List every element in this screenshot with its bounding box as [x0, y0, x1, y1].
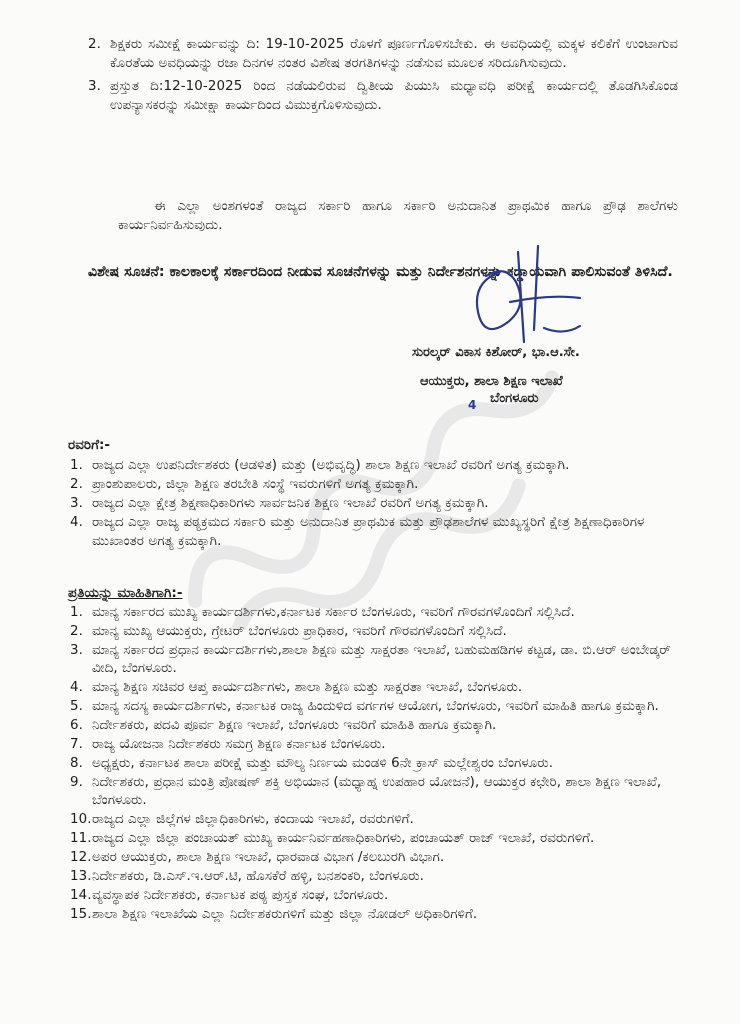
item-text: ಮಾನ್ಯ ಸರ್ಕಾರದ ಮುಖ್ಯ ಕಾರ್ಯದರ್ಶಿಗಳು,ಕರ್ನಾಟಕ ಸರ್ಕಾರ ಬೆಂಗಳೂರು, ಇವರಿಗೆ ಗೌರವಗಳೊಂದಿಗೆ ಸಲ್ಲಿಸಿದೆ.	[92, 605, 575, 620]
item-number: 2.	[70, 477, 83, 492]
item-number: 3.	[70, 642, 83, 658]
list-item	[70, 679, 680, 697]
point-text: ಪ್ರಸ್ತುತ ದಿ:12-10-2025 ರಿಂದ ನಡೆಯಲಿರುವ ದ್ವಿತೀಯ ಪಿಯುಸಿ ಮಧ್ಯಾವಧಿ ಪರೀಕ್ಷೆ ಕಾರ್ಯದಲ್ಲಿ ತೊಡಗಿಸಿಕೊಂಡ ಉಪನ್ಯಾಸಕರನ್ನು ಸಮೀಕ್ಷಾ ಕಾರ್ಯದಿಂದ ವಿಮುಕ್ತಗೊಳಿಸುವುದು.	[110, 79, 678, 113]
item-number: 13.	[70, 868, 92, 884]
item-number: 6.	[70, 717, 83, 733]
summary-paragraph: ಈ ಎಲ್ಲಾ ಅಂಶಗಳಂತೆ ರಾಜ್ಯದ ಸರ್ಕಾರಿ ಹಾಗೂ ಸರ್ಕಾರಿ ಅನುದಾನಿತ ಪ್ರಾಥಮಿಕ ಹಾಗೂ ಪ್ರೌಢ ಶಾಲೆಗಳು ಕಾರ್ಯನಿರ್ವಹಿಸುವುದು.	[118, 199, 678, 233]
item-text: ನಿರ್ದೇಶಕರು, ಪ್ರಧಾನ ಮಂತ್ರಿ ಪೋಷಣ್ ಶಕ್ತಿ ಅಭಿಯಾನ (ಮಧ್ಯಾಹ್ನ ಉಪಹಾರ ಯೋಜನೆ), ಆಯುಕ್ತರ ಕಛೇರಿ, ಶಾಲಾ ಶಿಕ್ಷಣ ಇಲಾಖೆ, ಬೆಂಗಳೂರು.	[92, 774, 662, 809]
points-list	[88, 35, 678, 119]
item-number: 4.	[70, 515, 83, 530]
copy-list	[70, 604, 680, 924]
item-number: 4.	[70, 680, 83, 696]
signature-graphic	[440, 232, 590, 352]
item-text: ಮಾನ್ಯ ಶಿಕ್ಷಣ ಸಚಿವರ ಆಪ್ತ ಕಾರ್ಯದರ್ಶಿಗಳು, ಶಾಲಾ ಶಿಕ್ಷಣ ಮತ್ತು ಸಾಕ್ಷರತಾ ಇಲಾಖೆ, ಬೆಂಗಳೂರು.	[92, 680, 523, 696]
list-item	[70, 717, 680, 735]
item-text: ರಾಜ್ಯ ಯೋಜನಾ ನಿರ್ದೇಶಕರು ಸಮಗ್ರ ಶಿಕ್ಷಣ ಕರ್ನಾಟಕ ಬೆಂಗಳೂರು.	[92, 736, 386, 752]
item-text: ರಾಜ್ಯದ ಎಲ್ಲಾ ಉಪನಿರ್ದೇಶಕರು (ಆಡಳಿತ) ಮತ್ತು (ಅಭಿವೃದ್ಧಿ) ಶಾಲಾ ಶಿಕ್ಷಣ ಇಲಾಖೆ ರವರಿಗೆ ಅಗತ್ಯ ಕ್ರಮಕ್ಕಾಗಿ.	[92, 458, 570, 473]
item-number: 9.	[70, 774, 83, 790]
list-item	[70, 868, 680, 886]
item-text: ಅಪರ ಆಯುಕ್ತರು, ಶಾಲಾ ಶಿಕ್ಷಣ ಇಲಾಖೆ, ಧಾರವಾಡ ವಿಭಾಗ /ಕಲಬುರಗಿ ವಿಭಾಗ.	[92, 849, 445, 865]
list-item	[70, 623, 680, 641]
item-number: 8.	[70, 755, 83, 771]
signatory-role: ಆಯುಕ್ತರು, ಶಾಲಾ ಶಿಕ್ಷಣ ಇಲಾಖೆ	[420, 374, 563, 389]
list-item	[70, 755, 680, 773]
item-text: ರಾಜ್ಯದ ಎಲ್ಲಾ ಜಿಲ್ಲೆಗಳ ಜಿಲ್ಲಾಧಿಕಾರಿಗಳು, ಕಂದಾಯ ಇಲಾಖೆ, ರವರುಗಳಿಗೆ.	[92, 811, 414, 827]
item-number: 1.	[70, 605, 83, 620]
item-number: 15.	[70, 906, 92, 922]
point-item	[88, 35, 678, 73]
list-item	[70, 494, 680, 513]
item-number: 3.	[70, 496, 83, 511]
list-item	[70, 887, 680, 905]
item-number: 11.	[70, 830, 92, 846]
list-item	[70, 513, 680, 551]
item-text: ನಿರ್ದೇಶಕರು, ಪದವಿ ಪೂರ್ವ ಶಿಕ್ಷಣ ಇಲಾಖೆ, ಬೆಂಗಳೂರು ಇವರಿಗೆ ಮಾಹಿತಿ ಹಾಗೂ ಕ್ರಮಕ್ಕಾಗಿ.	[92, 717, 497, 733]
list-item	[70, 736, 680, 754]
list-item	[70, 774, 680, 811]
item-text: ರಾಜ್ಯದ ಎಲ್ಲಾ ಜಿಲ್ಲಾ ಪಂಚಾಯತ್ ಮುಖ್ಯ ಕಾರ್ಯನಿರ್ವಹಣಾಧಿಕಾರಿಗಳು, ಪಂಚಾಯತ್ ರಾಜ್ ಇಲಾಖೆ, ರವರುಗಳಿಗೆ.	[92, 830, 595, 846]
item-number: 5.	[70, 699, 83, 715]
signatory-place: ಬೆಂಗಳೂರು	[490, 391, 539, 406]
item-number: 1.	[70, 458, 83, 473]
item-text: ವ್ಯವಸ್ಥಾಪಕ ನಿರ್ದೇಶಕರು, ಕರ್ನಾಟಕ ಪಠ್ಯ ಪುಸ್ತಕ ಸಂಘ, ಬೆಂಗಳೂರು.	[92, 887, 389, 903]
list-item	[70, 642, 680, 679]
item-text: ಮಾನ್ಯ ಸದಸ್ಯ ಕಾರ್ಯದರ್ಶಿಗಳು, ಕರ್ನಾಟಕ ರಾಜ್ಯ ಹಿಂದುಳಿದ ವರ್ಗಗಳ ಆಯೋಗ, ಬೆಂಗಳೂರು, ಇವರಿಗೆ ಮಾಹಿತಿ ಹಾಗೂ ಕ್ರಮಕ್ಕಾಗಿ.	[92, 699, 659, 715]
point-number: 2.	[88, 37, 101, 52]
list-item	[70, 906, 680, 924]
item-number: 2.	[70, 623, 83, 639]
copy-heading: ಪ್ರತಿಯನ್ನು ಮಾಹಿತಿಗಾಗಿ:-	[68, 585, 183, 601]
list-item	[70, 698, 680, 716]
item-text: ಶಾಲಾ ಶಿಕ್ಷಣ ಇಲಾಖೆಯ ಎಲ್ಲಾ ನಿರ್ದೇಶಕರುಗಳಿಗೆ ಮತ್ತು ಜಿಲ್ಲಾ ನೋಡಲ್ ಅಧಿಕಾರಿಗಳಿಗೆ.	[92, 906, 478, 922]
item-text: ರಾಜ್ಯದ ಎಲ್ಲಾ ರಾಜ್ಯ ಪಠ್ಯಕ್ರಮದ ಸರ್ಕಾರಿ ಮತ್ತು ಅನುದಾನಿತ ಪ್ರಾಥಮಿಕ ಮತ್ತು ಪ್ರೌಢಶಾಲೆಗಳ ಮುಖ್ಯಸ್ಥರಿಗೆ ಕ್ಷೇತ್ರ ಶಿಕ್ಷಣಾಧಿಕಾರಿಗಳ ಮುಖಾಂತರ ಅಗತ್ಯ ಕ್ರಮಕ್ಕಾಗಿ.	[92, 515, 645, 549]
item-text: ನಿರ್ದೇಶಕರು, ಡಿ.ಎಸ್.ಇ.ಆರ್.ಟಿ, ಹೊಸಕೆರೆ ಹಳ್ಳಿ, ಬನಶಂಕರಿ, ಬೆಂಗಳೂರು.	[92, 868, 424, 884]
item-number: 10.	[70, 811, 92, 827]
item-text: ಅಧ್ಯಕ್ಷರು, ಕರ್ನಾಟಕ ಶಾಲಾ ಪರೀಕ್ಷೆ ಮತ್ತು ಮೌಲ್ಯ ನಿರ್ಣಯ ಮಂಡಳಿ 6ನೇ ಕ್ರಾಸ್ ಮಲ್ಲೇಶ್ವರಂ ಬೆಂಗಳೂರು.	[92, 755, 554, 771]
recipients-list	[70, 456, 680, 551]
point-text: ಶಿಕ್ಷಕರು ಸಮೀಕ್ಷೆ ಕಾರ್ಯವನ್ನು ದಿ: 19-10-2025 ರೊಳಗೆ ಪೂರ್ಣಗೊಳಿಸಬೇಕು. ಈ ಅವಧಿಯಲ್ಲಿ ಮಕ್ಕಳ ಕಲಿಕೆಗೆ ಉಂಟಾಗುವ ಕೊರತೆಯ ಅವಧಿಯನ್ನು ರಜಾ ದಿನಗಳ ನಂತರ ವಿಶೇಷ ತರಗತಿಗಳನ್ನು ನಡೆಸುವ ಮೂಲಕ ಸರಿದೂಗಿಸುವುದು.	[110, 37, 678, 71]
list-item	[70, 604, 680, 622]
item-text: ಮಾನ್ಯ ಸರ್ಕಾರದ ಪ್ರಧಾನ ಕಾರ್ಯದರ್ಶಿಗಳು,ಶಾಲಾ ಶಿಕ್ಷಣ ಮತ್ತು ಸಾಕ್ಷರತಾ ಇಲಾಖೆ, ಬಹುಮಹಡಿಗಳ ಕಟ್ಟಡ, ಡಾ. ಬಿ.ಆರ್ ಅಂಬೇಡ್ಕರ್ ವೀದಿ, ಬೆಂಗಳೂರು.	[92, 642, 671, 677]
signatory-name: ಸುರಲ್ಕರ್ ವಿಕಾಸ ಕಿಶೋರ್, ಭಾ.ಆ.ಸೇ.	[412, 345, 580, 360]
list-item	[70, 811, 680, 829]
recipients-heading: ರವರಿಗೆ:-	[68, 437, 111, 453]
point-item	[88, 77, 678, 115]
list-item	[70, 849, 680, 867]
signatory-mark: 4	[468, 398, 477, 412]
list-item	[70, 830, 680, 848]
list-item	[70, 475, 680, 494]
list-item	[70, 456, 680, 475]
item-number: 7.	[70, 736, 83, 752]
point-number: 3.	[88, 79, 101, 94]
special-instruction: ವಿಶೇಷ ಸೂಚನೆ: ಕಾಲಕಾಲಕ್ಕೆ ಸರ್ಕಾರದಿಂದ ನೀಡುವ ಸೂಚನೆಗಳನ್ನು ಮತ್ತು ನಿರ್ದೇಶನಗಳನ್ನು ಕಡ್ಡಾಯವಾಗಿ ಪಾಲಿಸುವಂತೆ ತಿಳಿಸಿದೆ.	[88, 264, 673, 280]
item-number: 12.	[70, 849, 92, 865]
item-number: 14.	[70, 887, 92, 903]
item-text: ಮಾನ್ಯ ಮುಖ್ಯ ಆಯುಕ್ತರು, ಗ್ರೇಟರ್ ಬೆಂಗಳೂರು ಪ್ರಾಧಿಕಾರ, ಇವರಿಗೆ ಗೌರವಗಳೊಂದಿಗೆ ಸಲ್ಲಿಸಿದೆ.	[92, 623, 507, 639]
item-text: ಪ್ರಾಂಶುಪಾಲರು, ಜಿಲ್ಲಾ ಶಿಕ್ಷಣ ತರಬೇತಿ ಸಂಸ್ಥೆ ಇವರುಗಳಿಗೆ ಅಗತ್ಯ ಕ್ರಮಕ್ಕಾಗಿ.	[92, 477, 419, 492]
item-text: ರಾಜ್ಯದ ಎಲ್ಲಾ ಕ್ಷೇತ್ರ ಶಿಕ್ಷಣಾಧಿಕಾರಿಗಳು ಸಾರ್ವಜನಿಕ ಶಿಕ್ಷಣ ಇಲಾಖೆ ರವರಿಗೆ ಅಗತ್ಯ ಕ್ರಮಕ್ಕಾಗಿ.	[92, 496, 489, 511]
